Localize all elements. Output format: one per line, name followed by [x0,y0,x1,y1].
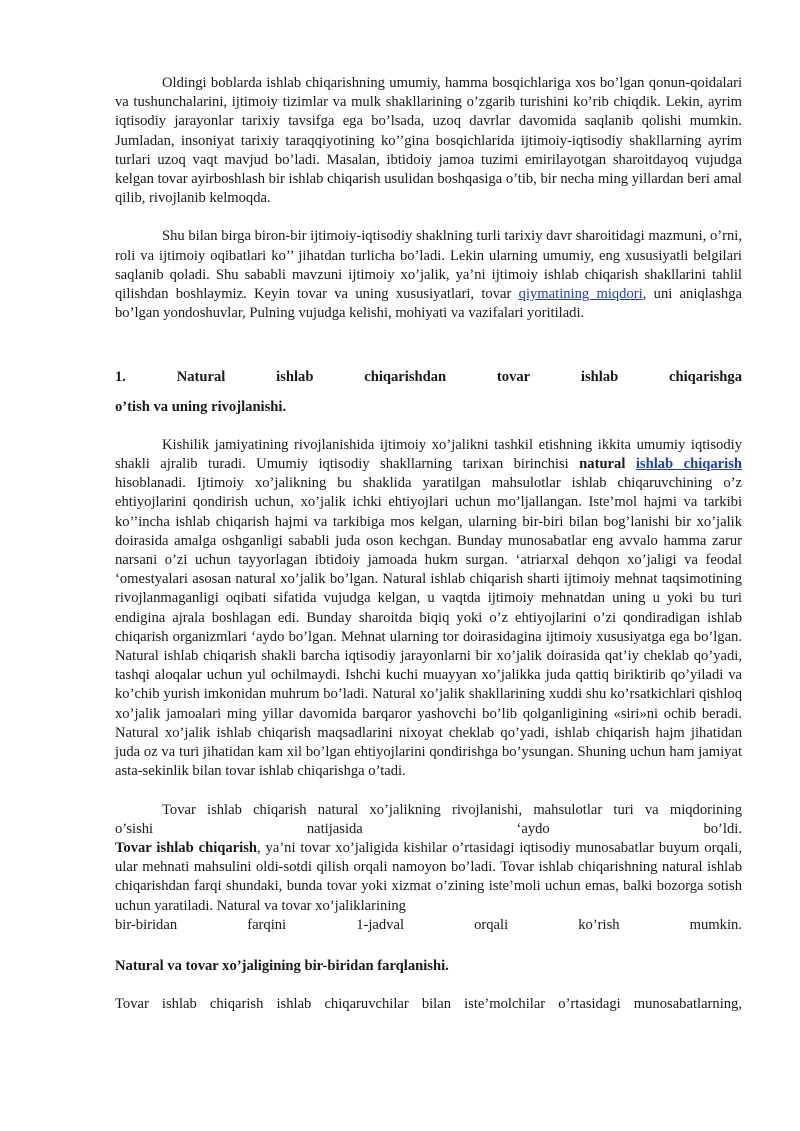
section-heading-2: Natural va tovar xo’jaligining bir-biridan farqlanishi. [115,957,449,974]
heading-word: chiqarishga [669,369,742,386]
section-heading-1-line1 [115,368,742,387]
heading-word: 1. [115,369,126,386]
word: ko’rish [578,916,620,933]
word: orqali [474,916,509,933]
paragraph-overview-text-end: , uni aniqlashga bo’lgan yondoshuvlar, Pulning vujudga kelishi, mohiyati va vazifalari yoritiladi. [115,286,742,322]
heading-word: ishlab [276,369,314,386]
paragraph-commodity-last-line [115,916,742,935]
section-heading-1 [115,368,742,416]
heading-word: ishlab [580,369,619,386]
word: bir-biridan [115,916,178,933]
paragraph-intro-text: Oldingi boblarda ishlab chiqarishning umumiy, hamma bosqichlariga xos bo’lgan qonun-qoidalari va tushunchalarini, ijtimoiy tizimlar va mulk shakllarining o’zgarib turishini ko’rib chiqdik. Lekin, ayrim iqtisodiy jarayonlar tarixiy tavsifga ega bo’lsada, uzoq davrlar davomida saqlanib qolishi mumkin. Jumladan, insoniyat tarixiy taraqqiyotining ko’’gina bosqichlarida ijtimoiy-iqtisodiy shakllarning ayrim turlari uzoq vaqt mavjud bo’ladi. Masalan, ibtidoiy jamoa tuzimi emirilayotgan sharoitdayoq vujudga kelgan tovar ayirboshlash bir ishlab chiqarish usulidan boshqasiga o’tib, bir necha ming yillardan beri amal qilib, rivojlanib kelmoqda. [115,75,742,207]
paragraph-commodity-line1: Tovar ishlab chiqarish natural xo’jalikning rivojlanishi, mahsulotlar turi va miqdorining [162,801,742,818]
word: farqini [247,916,287,933]
paragraph-commodity-body [115,839,742,916]
paragraph-commodity-text: , ya’ni tovar xo’jaligida kishilar o’rtasidagi iqtisodiy munosabatlar buyum orqali, ular mehnati mahsulini oldi-sotdi qilish orqali namoyon bo’ladi. Tovar ishlab chiqarishning natural ishlab chiqarishdan farqi shundaki, bunda tovar yoki xizmat o’zining iste’moli uchun emas, balki bozorga sotish uchun yaratiladi. Natural va tovar xo’jaliklarining [115,839,742,914]
heading-word: chiqarishdan [364,369,447,386]
paragraph-final: Tovar ishlab chiqarish ishlab chiqaruvchilar bilan iste’molchilar o’rtasidagi munosabatlarning, [115,996,742,1013]
paragraph-natural-text: Kishilik jamiyatining rivojlanishida ijtimoiy xo’jalikni tashkil etishning ikkita umumiy iqtisodiy shakli ajralib turadi. Umumiy iqtisodiy shakllarning tarixan birinchisi [115,436,742,473]
heading-word: Natural [176,369,226,386]
word: 1-jadval [356,916,405,933]
bold-term-tovar-ishlab-chiqarish: Tovar ishlab chiqarish [115,839,257,856]
word: ‘aydo [516,820,550,837]
bold-term-natural: natural [579,456,626,473]
section-heading-1-line2: o’tish va uning rivojlanishi. [115,398,287,415]
document-page [115,74,742,1014]
word: mumkin. [689,916,742,933]
word: natijasida [306,820,363,837]
heading-word: tovar [496,369,531,386]
word: o’sishi [115,820,154,837]
paragraph-commodity-line2 [115,820,742,839]
paragraph-natural-production [115,436,742,782]
link-ishlab-chiqarish[interactable] [636,456,742,472]
paragraph-commodity-production [115,801,742,935]
paragraph-natural-text-end: hisoblanadi. Ijtimoiy xo’jalikning bu shaklida yaratilgan mahsulotlar ishlab chiqaruvchining o’z ehtiyojlarini qondirish uchun, xo’jalik ichki ehtiyojlari uchun mo’ljallangan. Iste’mol hajmi va tarkibi ko’’incha ishlab chiqarish hajmi va tarkibiga mos kelgan, ularning bir-biri bilan bog’lanishi bir xo’jalik doirasida amalga oshganligi sababli juda oson kechgan. Bunday munosabatlar eng avvalo hamma zarur narsani o’zi uchun tayyorlagan ibtidoiy jamoada hukm surgan. ‘atriarxal dehqon xo’jaligi va feodal ‘omestyalari asosan natural xo’jalik bo’lgan. Natural ishlab chiqarish sharti ijtimoiy mehnat taqsimotining rivojlanmaganligi oqibati sifatida vujudga kelgan, u vaqtda ijtimoiy mehnatdan uning u yoki bu turi endigina ajrala boshlagan edi. Bunday sharoitda biqiq yoki o’z ehtiyojlarini o’zi qondiradigan ishlab chiqarish organizmlari ‘aydo bo’lgan. Mehnat ularning tor doirasidagina ijtimoiy xususiyatga ega bo’lgan. Natural ishlab chiqarish shakli barcha iqtisodiy jarayonlarni bir xo’jalik doirasida qat’iy cheklab qo’yadi, tashqi aloqalar uchun yul ochilmaydi. Ishchi kuchi muayyan xo’jalikka juda qattiq biriktirib qo’yiladi va ko’chib yurish imkonidan muhrum bo’ladi. Natural xo’jalik shakllarining xuddi shu ko’rsatkichlari qishloq xo’jalik jamoalari ming yillar davomida barqaror yashovchi bo’lib qolganligining «siri»ni ochib beradi. Natural xo’jalik ishlab chiqarish maqsadlarini nixoyat cheklab qo’yadi, ishlab chiqarish hajm jihatidan juda oz va turi jihatidan kam xil bo’lgan ehtiyojlarini qondirishga bo’ysungan. Shuning uchun ham jamiyat asta-sekinlik bilan tovar ishlab chiqarishga o’tadi. [115,475,742,780]
paragraph-intro [115,74,742,208]
link-qiymatining-miqdori[interactable]: qiymatining miqdori [518,286,643,303]
paragraph-overview [115,227,742,323]
link-ishlab-chiqarish-label: ishlab chiqarish [635,456,742,473]
word: bo’ldi. [703,820,742,837]
paragraph-overview-text: Shu bilan birga biron-bir ijtimoiy-iqtisodiy shaklning turli tarixiy davr sharoitidagi mazmuni, o’rni, roli va ijtimoiy oqibatlari ko’’ jihatdan turlicha bo’ladi. Lekin ularning umumiy, eng xususiyatli belgilari saqlanib qoladi. Shu sababli mavzuni ijtimoiy xo’jalik, ya’ni ijtimoiy ishlab chiqarish shakllarini tahlil qilishdan boshlaymiz. Keyin tovar va uning xususiyatlari, tovar [115,228,742,303]
